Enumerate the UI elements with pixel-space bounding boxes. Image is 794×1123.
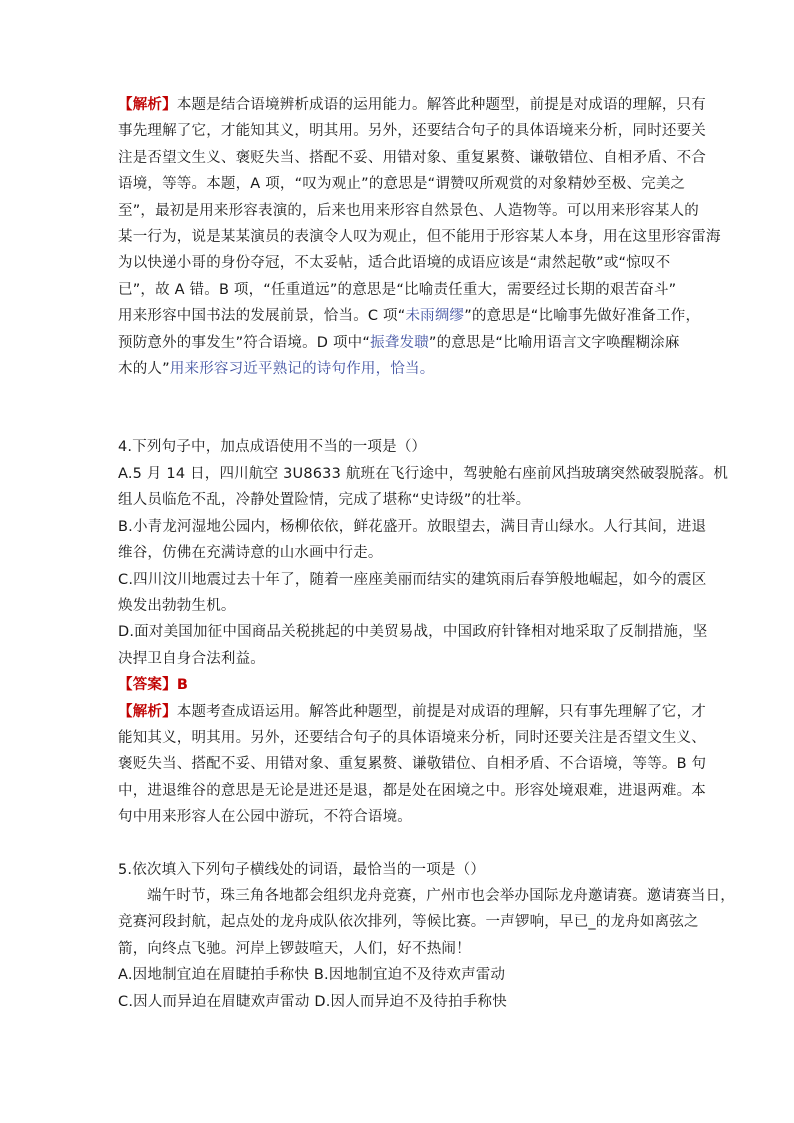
options-line: A.因地制宜迫在眉睫拍手称快 B.因地制宜迫不及待欢声雷动 <box>118 967 506 984</box>
analysis-text: 本题考查成语运用。解答此种题型，前提是对成语的理解，只有事先理解了它，才 <box>176 703 707 720</box>
analysis-label: 【解析】 <box>118 703 177 720</box>
option-b-line2: 维谷，仿佛在充满诗意的山水画中行走。 <box>118 545 383 562</box>
analysis-line <box>118 699 707 725</box>
analysis-line: 为以快递小哥的身份夺冠，不太妥帖，适合此语境的成语应该是“肃然起敬”或“惊叹不 <box>118 255 671 272</box>
option-a-line2: 组人员临危不乱，冷静处置险情，完成了堪称“史诗级”的壮举。 <box>118 492 531 509</box>
passage-line: 竞赛河段封航，起点处的龙舟成队依次排列，等候比赛。一声锣响，早已_的龙舟如离弦之 <box>118 914 699 931</box>
option-c-line1: C.四川汶川地震过去十年了，随着一座座美丽而结实的建筑雨后春笋般地崛起，如今的震区 <box>118 571 707 588</box>
answer-label: 【答案】 <box>118 677 177 694</box>
question-4 <box>118 434 729 830</box>
idiom-highlight: 未雨绸缪 <box>405 308 465 325</box>
passage-line: 箭，向终点飞驰。河岸上锣鼓喧天，人们，好不热闹！ <box>118 940 471 957</box>
answer-line <box>118 672 686 698</box>
answer-value: B <box>176 677 189 694</box>
analysis-line: 至”，最初是用来形容表演的，后来也用来形容自然景色、人造物等。可以用来形容某人的 <box>118 202 700 219</box>
analysis-text-blue: 用来形容习近平熟记的诗句作用，恰当。 <box>169 361 435 378</box>
analysis-line <box>118 92 707 118</box>
analysis-block-q3 <box>118 92 721 382</box>
analysis-line: 事先理解了它，才能知其义，明其用。另外，还要结合句子的具体语境来分析，同时还要关 <box>118 123 706 140</box>
analysis-line <box>118 303 701 329</box>
spacer <box>118 831 686 857</box>
spacer <box>118 408 686 434</box>
option-d-line1: D.面对美国加征中国商品关税挑起的中美贸易战，中国政府针锋相对地采取了反制措施，坚 <box>118 624 708 641</box>
analysis-text: C 项“ <box>367 308 406 325</box>
analysis-line: 褒贬失当、搭配不妥、用错对象、重复累赘、谦敬错位、自相矛盾、不合语境，等等。B 句 <box>118 756 707 773</box>
analysis-line: 注是否望文生义、褒贬失当、搭配不妥、用错对象、重复累赘、谦敬错位、自相矛盾、不合 <box>118 149 706 166</box>
option-d-line2: 决捍卫自身合法利益。 <box>118 650 265 667</box>
spacer <box>118 382 686 408</box>
analysis-text: ”的意思是“比喻事先做好准备工作， <box>464 308 701 325</box>
passage-line: 端午时节，珠三角各地都会组织龙舟竞赛，广州市也会举办国际龙舟邀请赛。邀请赛当日， <box>147 887 735 904</box>
analysis-line: 某一行为，说是某某演员的表演令人叹为观止，但不能用于形容某人本身，用在这里形容雷海 <box>118 229 721 246</box>
analysis-line <box>118 330 686 356</box>
option-c-line2: 焕发出勃勃生机。 <box>118 597 236 614</box>
analysis-line: 语境，等等。本题，A 项，“叹为观止”的意思是“谓赞叹所观赏的对象精妙至极、完美之 <box>118 176 686 193</box>
option-b-line1: B.小青龙河湿地公园内，杨柳依依，鲜花盛开。放眼望去，满目青山绿水。人行其间，进退 <box>118 518 707 535</box>
idiom-highlight: 振聋发聩 <box>370 334 429 351</box>
analysis-text: 木的人” <box>118 361 170 378</box>
analysis-text: ”的意思是“比喻用语言文字唤醒糊涂麻 <box>428 334 680 351</box>
analysis-text: 预防意外的事发生”符合语境。D 项中“ <box>118 334 371 351</box>
question-stem: 5.依次填入下列句子横线处的词语，最恰当的一项是（） <box>118 861 486 878</box>
question-5 <box>118 857 735 1015</box>
document-content <box>118 92 735 1015</box>
analysis-line: 中，进退维谷的意思是无论是进还是退，都是处在困境之中。形容处境艰难，进退两难。本 <box>118 782 706 799</box>
analysis-line <box>118 356 686 382</box>
options-line: C.因人而异迫在眉睫欢声雷动 D.因人而异迫不及待拍手称快 <box>118 993 507 1010</box>
analysis-line: 句中用来形容人在公园中游玩，不符合语境。 <box>118 809 412 826</box>
option-a-line1: A.5 月 14 日，四川航空 3U8633 航班在飞行途中，驾驶舱右座前风挡玻璃突然破裂脱落。机 <box>118 465 729 482</box>
question-stem: 4.下列句子中，加点成语使用不当的一项是（） <box>118 439 427 456</box>
analysis-line: 能知其义，明其用。另外，还要结合句子的具体语境来分析，同时还要关注是否望文生义、 <box>118 729 706 746</box>
analysis-line: 已”，故 A 错。B 项，“任重道远”的意思是“比喻责任重大，需要经过长期的艰苦奋斗” <box>118 281 677 298</box>
analysis-text: 用来形容中国书法的发展前景，恰当。 <box>118 308 368 325</box>
analysis-text: 本题是结合语境辨析成语的运用能力。解答此种题型，前提是对成语的理解，只有 <box>176 97 707 113</box>
analysis-label: 【解析】 <box>118 97 177 113</box>
